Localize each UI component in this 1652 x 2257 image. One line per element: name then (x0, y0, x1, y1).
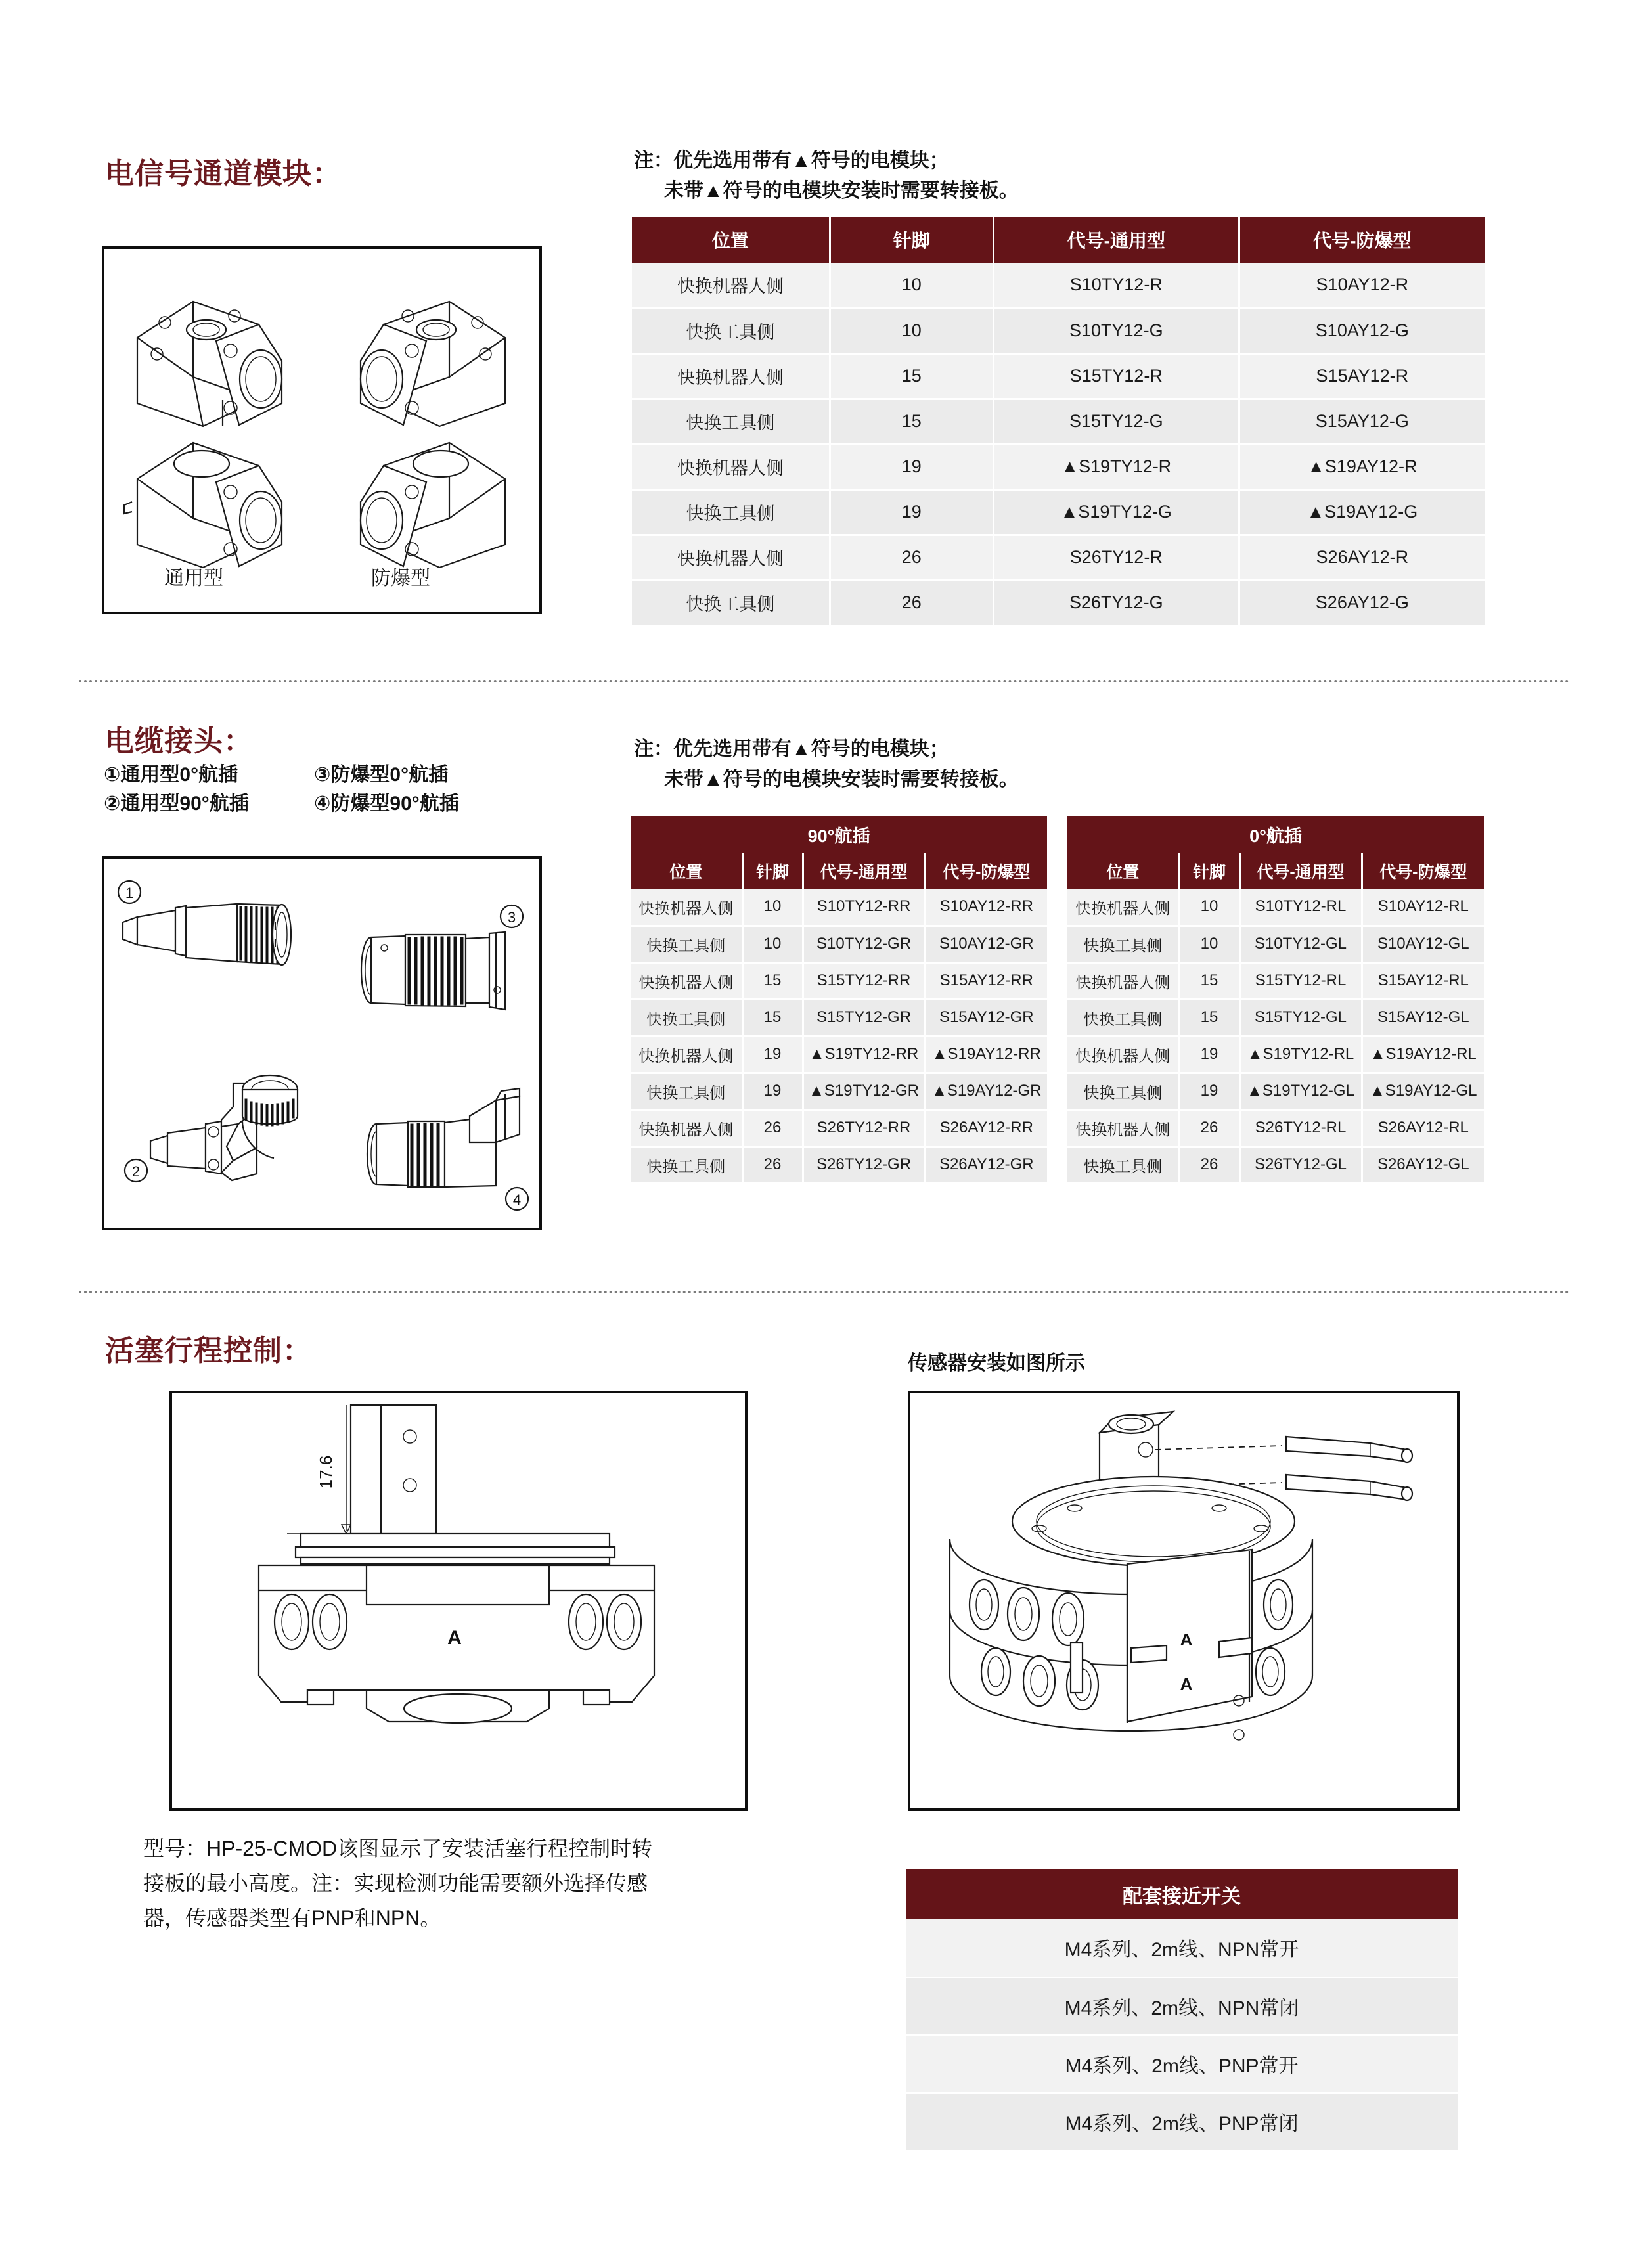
sensor-installation-note: 传感器安装如图所示 (908, 1352, 1085, 1374)
cell-code-general: S10TY12-G (993, 308, 1239, 353)
table-row (632, 263, 1485, 308)
table-header-row (1067, 853, 1484, 889)
cell-position: 快换工具侧 (631, 1073, 742, 1109)
cell-code-general: S10TY12-R (993, 263, 1239, 308)
section-mark-A-lower: A (1180, 1674, 1193, 1694)
table-row (632, 535, 1485, 580)
cell-position: 快换工具侧 (632, 580, 830, 625)
note-cable-connector (634, 734, 1019, 794)
table-row (631, 1073, 1047, 1109)
cell-switch-spec: M4系列、2m线、NPN常闭 (906, 1977, 1458, 2035)
table-row (632, 353, 1485, 399)
cell-code-exproof: S15AY12-R (1239, 353, 1485, 399)
table-row (631, 1109, 1047, 1146)
cell-code-exproof: ▲S19AY12-R (1239, 444, 1485, 489)
cell-code-exproof: S10AY12-GR (925, 926, 1047, 962)
figure-sensor-installation-drawing (908, 1391, 1460, 1811)
cell-position: 快换机器人侧 (1067, 962, 1179, 999)
cell-code-general: S10TY12-GL (1239, 926, 1362, 962)
cell-pins: 19 (1179, 1036, 1239, 1073)
cell-switch-spec: M4系列、2m线、PNP常开 (906, 2035, 1458, 2093)
note-signal-line1: 注：优先选用带有▲符号的电模块； (634, 150, 949, 171)
cell-code-exproof: ▲S19AY12-GL (1362, 1073, 1484, 1109)
cell-code-exproof: ▲S19AY12-RR (925, 1036, 1047, 1073)
cell-code-general: ▲S19TY12-RL (1239, 1036, 1362, 1073)
cell-code-exproof: S26AY12-RR (925, 1109, 1047, 1146)
cell-pins: 19 (742, 1036, 803, 1073)
figure-signal-modules (102, 246, 542, 614)
table-row (1067, 999, 1484, 1036)
table-row (632, 489, 1485, 535)
note-signal-line2: 未带▲符号的电模块安装时需要转接板。 (664, 179, 1019, 202)
cell-code-general: S15TY12-R (993, 353, 1239, 399)
cell-position: 快换机器人侧 (632, 444, 830, 489)
table-row (1067, 1036, 1484, 1073)
cell-pins: 15 (742, 962, 803, 999)
cell-code-general: ▲S19TY12-R (993, 444, 1239, 489)
col-header-proximity-switch: 配套接近开关 (906, 1869, 1458, 1919)
cell-code-general: S26TY12-GR (803, 1146, 925, 1183)
cell-pins: 15 (830, 353, 993, 399)
cell-pins: 10 (830, 308, 993, 353)
cell-position: 快换工具侧 (1067, 1146, 1179, 1183)
table-row (1067, 1146, 1484, 1183)
legend-item-3: ③防爆型0°航插 (314, 764, 449, 786)
figure-cable-connectors (102, 856, 542, 1230)
legend-item-2: ②通用型90°航插 (104, 792, 249, 815)
col-header-code-exproof: 代号-防爆型 (925, 853, 1047, 889)
table-row (1067, 962, 1484, 999)
piston-stroke-side-view (172, 1393, 748, 1811)
col-header-code-general: 代号-通用型 (993, 217, 1239, 263)
cell-position: 快换机器人侧 (1067, 1036, 1179, 1073)
cable-connector-table-0deg (1067, 816, 1484, 1184)
note-cable-line1: 注：优先选用带有▲符号的电模块； (634, 738, 949, 760)
legend-item-1: ①通用型0°航插 (104, 764, 238, 786)
svg-text:2: 2 (131, 1163, 141, 1180)
cell-position: 快换工具侧 (1067, 1073, 1179, 1109)
cell-pins: 19 (1179, 1073, 1239, 1109)
col-header-position: 位置 (631, 853, 742, 889)
piston-description-paragraph: 型号：HP-25-CMOD该图显示了安装活塞行程控制时转接板的最小高度。注：实现检测功能需要额外选择传感器，传感器类型有PNP和NPN。 (143, 1837, 653, 1931)
cell-code-exproof: ▲S19AY12-G (1239, 489, 1485, 535)
cell-position: 快换机器人侧 (1067, 889, 1179, 926)
cell-position: 快换机器人侧 (631, 962, 742, 999)
section-mark-A: A (447, 1627, 462, 1649)
cell-pins: 10 (1179, 926, 1239, 962)
table-row (906, 2035, 1458, 2093)
table-row (631, 926, 1047, 962)
svg-text:1: 1 (125, 885, 134, 901)
cell-code-general: S15TY12-RR (803, 962, 925, 999)
col-header-code-exproof: 代号-防爆型 (1362, 853, 1484, 889)
svg-text:4: 4 (512, 1192, 522, 1208)
table-row (631, 889, 1047, 926)
col-header-pins: 针脚 (830, 217, 993, 263)
cell-code-general: S15TY12-GR (803, 999, 925, 1036)
cell-pins: 19 (742, 1073, 803, 1109)
sensor-cable-1 (1286, 1437, 1412, 1462)
cell-code-exproof: ▲S19AY12-RL (1362, 1036, 1484, 1073)
cell-code-exproof: S26AY12-G (1239, 580, 1485, 625)
cell-code-exproof: S26AY12-R (1239, 535, 1485, 580)
cell-code-general: S10TY12-GR (803, 926, 925, 962)
signal-module-drawing (104, 249, 542, 614)
table-row (632, 399, 1485, 444)
signal-module-table (632, 217, 1485, 627)
section-title-piston-stroke-control: 活塞行程控制： (105, 1335, 312, 1367)
section-divider-1 (79, 680, 1570, 682)
section-divider-2 (79, 1291, 1570, 1293)
cell-code-general: S10TY12-RL (1239, 889, 1362, 926)
cell-code-exproof: S15AY12-RR (925, 962, 1047, 999)
sensor-installation-iso-view (910, 1393, 1460, 1811)
cell-code-general: S26TY12-GL (1239, 1146, 1362, 1183)
section-title-signal-module: 电信号通道模块： (105, 158, 342, 190)
cell-position: 快换工具侧 (1067, 999, 1179, 1036)
table-row (632, 580, 1485, 625)
table-row (906, 1977, 1458, 2035)
cell-pins: 26 (830, 535, 993, 580)
table-row (631, 962, 1047, 999)
table-row (906, 1919, 1458, 1977)
cell-pins: 26 (1179, 1109, 1239, 1146)
sensor-cable-2 (1286, 1475, 1412, 1500)
table-group-header-row (1067, 816, 1484, 853)
cell-position: 快换机器人侧 (1067, 1109, 1179, 1146)
note-signal-module (634, 146, 1019, 206)
cell-code-exproof: S15AY12-RL (1362, 962, 1484, 999)
cell-code-general: ▲S19TY12-GR (803, 1073, 925, 1109)
section-title-cable-connector: 电缆接头： (105, 725, 253, 757)
cell-code-exproof: S15AY12-GL (1362, 999, 1484, 1036)
cell-code-exproof: ▲S19AY12-GR (925, 1073, 1047, 1109)
note-cable-line2: 未带▲符号的电模块安装时需要转接板。 (664, 768, 1019, 790)
cell-code-exproof: S15AY12-GR (925, 999, 1047, 1036)
section-mark-A-upper: A (1180, 1630, 1193, 1649)
table-group-header-row (631, 816, 1047, 853)
cell-pins: 26 (1179, 1146, 1239, 1183)
cell-code-general: S15TY12-GL (1239, 999, 1362, 1036)
svg-text:17.6: 17.6 (316, 1455, 336, 1489)
table-row (632, 308, 1485, 353)
cell-pins: 19 (830, 489, 993, 535)
cell-position: 快换机器人侧 (631, 1036, 742, 1073)
figure-piston-stroke-drawing (169, 1391, 748, 1811)
cell-code-exproof: S26AY12-RL (1362, 1109, 1484, 1146)
cell-code-general: ▲S19TY12-GL (1239, 1073, 1362, 1109)
cell-pins: 26 (742, 1146, 803, 1183)
cable-connector-drawing (104, 859, 542, 1230)
group-header-90deg: 90°航插 (631, 816, 1047, 853)
cell-code-general: S26TY12-R (993, 535, 1239, 580)
cell-position: 快换工具侧 (632, 489, 830, 535)
table-row (631, 1146, 1047, 1183)
col-header-pins: 针脚 (1179, 853, 1239, 889)
cell-position: 快换工具侧 (631, 1146, 742, 1183)
table-row (1067, 889, 1484, 926)
cell-code-general: S10TY12-RR (803, 889, 925, 926)
table-row (906, 2093, 1458, 2151)
cell-code-general: S15TY12-RL (1239, 962, 1362, 999)
cell-code-exproof: S10AY12-R (1239, 263, 1485, 308)
col-header-pins: 针脚 (742, 853, 803, 889)
cell-pins: 26 (742, 1109, 803, 1146)
table-header-row (631, 853, 1047, 889)
cell-code-general: S26TY12-RR (803, 1109, 925, 1146)
table-row (631, 1036, 1047, 1073)
cell-code-exproof: S10AY12-RR (925, 889, 1047, 926)
cell-position: 快换工具侧 (632, 308, 830, 353)
cell-pins: 10 (1179, 889, 1239, 926)
legend-item-4: ④防爆型90°航插 (314, 792, 459, 815)
cell-position: 快换工具侧 (1067, 926, 1179, 962)
cell-code-exproof: S15AY12-G (1239, 399, 1485, 444)
cell-code-exproof: S10AY12-RL (1362, 889, 1484, 926)
cell-code-exproof: S10AY12-G (1239, 308, 1485, 353)
cell-code-exproof: S26AY12-GR (925, 1146, 1047, 1183)
cell-position: 快换机器人侧 (632, 263, 830, 308)
cell-pins: 10 (742, 889, 803, 926)
table-row (632, 444, 1485, 489)
col-header-code-exproof: 代号-防爆型 (1239, 217, 1485, 263)
cell-pins: 26 (830, 580, 993, 625)
table-header-row (906, 1869, 1458, 1919)
proximity-switch-table (906, 1869, 1458, 2152)
cell-switch-spec: M4系列、2m线、PNP常闭 (906, 2093, 1458, 2151)
connector-legend (104, 761, 577, 820)
cell-code-general: S15TY12-G (993, 399, 1239, 444)
cell-pins: 19 (830, 444, 993, 489)
table-row (1067, 1073, 1484, 1109)
cell-position: 快换工具侧 (631, 926, 742, 962)
cell-position: 快换机器人侧 (631, 1109, 742, 1146)
cell-code-exproof: S10AY12-GL (1362, 926, 1484, 962)
figure-caption-general-type: 通用型 (164, 568, 223, 589)
col-header-position: 位置 (632, 217, 830, 263)
table-row (1067, 1109, 1484, 1146)
cable-connector-table-90deg (631, 816, 1047, 1184)
cell-code-general: S26TY12-RL (1239, 1109, 1362, 1146)
cell-pins: 15 (1179, 962, 1239, 999)
table-row (631, 999, 1047, 1036)
cell-pins: 10 (830, 263, 993, 308)
cell-code-general: ▲S19TY12-RR (803, 1036, 925, 1073)
cell-switch-spec: M4系列、2m线、NPN常开 (906, 1919, 1458, 1977)
table-header-row (632, 217, 1485, 263)
cell-pins: 10 (742, 926, 803, 962)
group-header-0deg: 0°航插 (1067, 816, 1484, 853)
cell-code-exproof: S26AY12-GL (1362, 1146, 1484, 1183)
legend-col2 (314, 761, 459, 818)
cell-pins: 15 (1179, 999, 1239, 1036)
figure-caption-explosion-proof-type: 防爆型 (371, 568, 430, 589)
col-header-code-general: 代号-通用型 (1239, 853, 1362, 889)
cell-position: 快换机器人侧 (631, 889, 742, 926)
svg-text:3: 3 (507, 909, 516, 926)
cell-position: 快换工具侧 (632, 399, 830, 444)
cell-position: 快换机器人侧 (632, 535, 830, 580)
cell-position: 快换机器人侧 (632, 353, 830, 399)
cell-code-general: ▲S19TY12-G (993, 489, 1239, 535)
cell-position: 快换工具侧 (631, 999, 742, 1036)
col-header-code-general: 代号-通用型 (803, 853, 925, 889)
table-row (1067, 926, 1484, 962)
col-header-position: 位置 (1067, 853, 1179, 889)
cell-pins: 15 (830, 399, 993, 444)
cell-pins: 15 (742, 999, 803, 1036)
cell-code-general: S26TY12-G (993, 580, 1239, 625)
